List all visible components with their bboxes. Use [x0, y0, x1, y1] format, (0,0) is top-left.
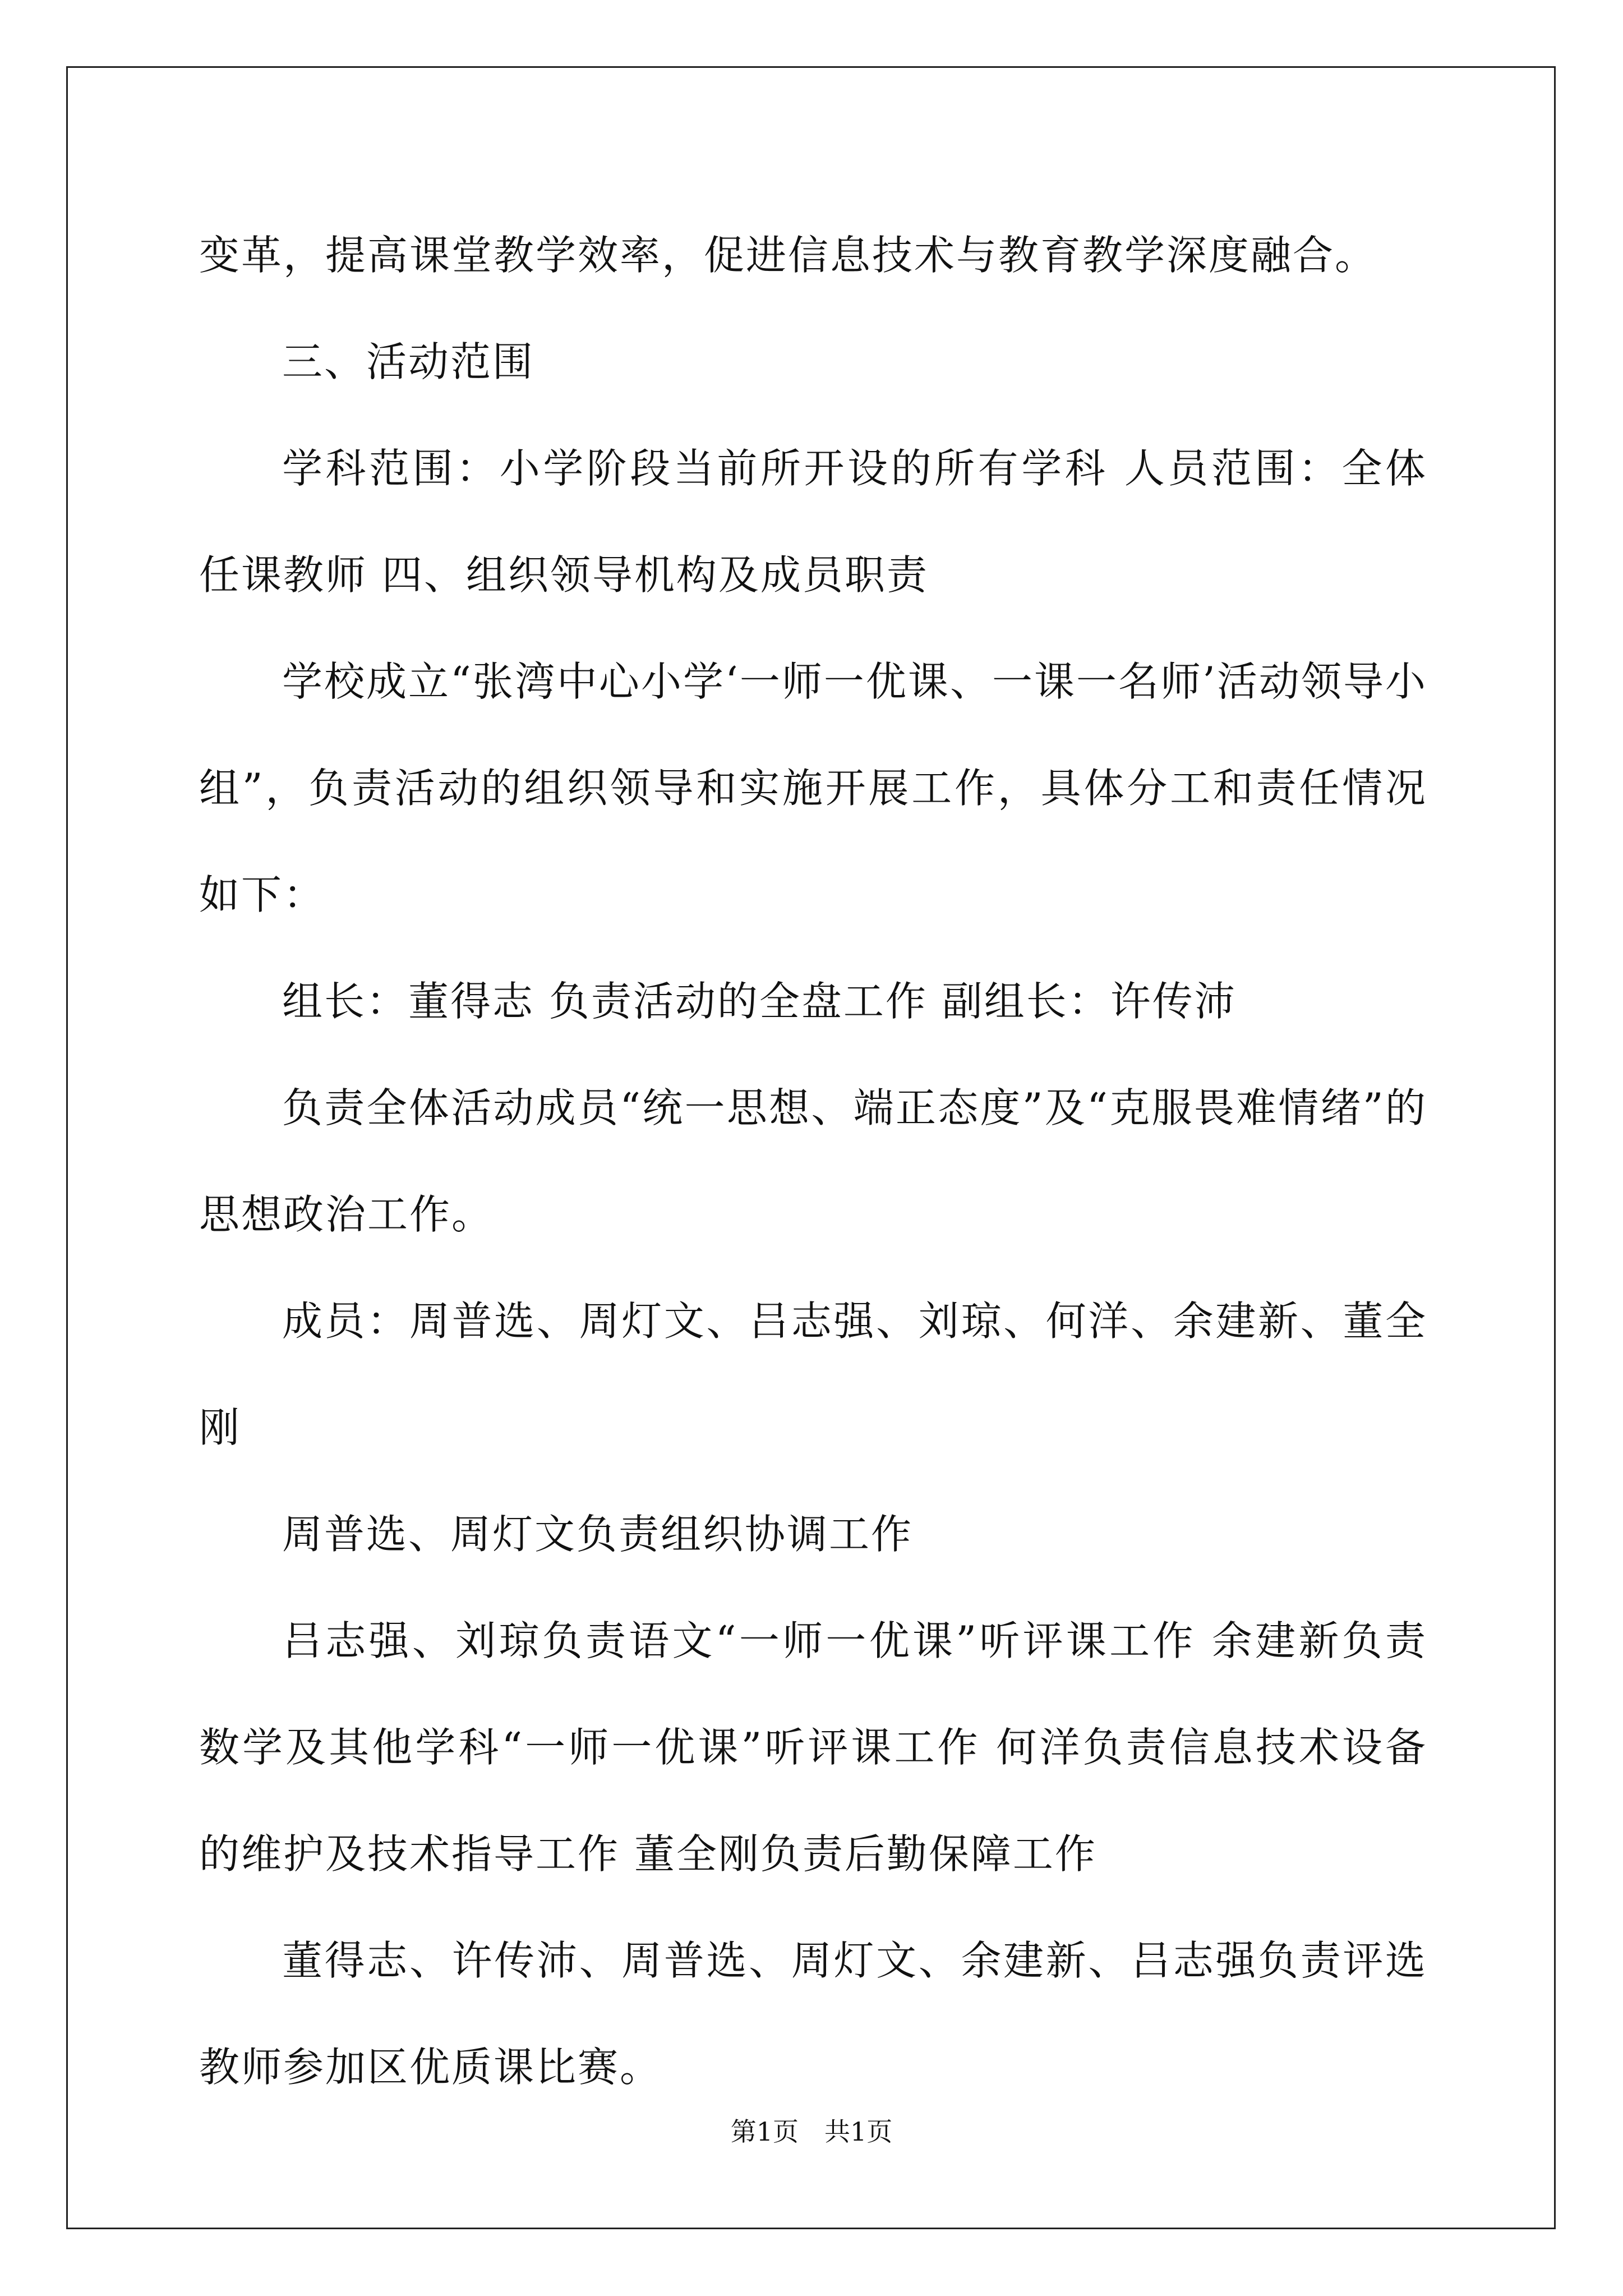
paragraph-duties: 吕志强、刘琼负责语文“一师一优课”听评课工作 余建新负责数学及其他学科“一师一优课”听评课工作 何洋负责信息技术设备的维护及技术指导工作 董全刚负责后勤保障工作	[199, 1617, 1427, 1878]
section-heading-activity-scope: 三、活动范围	[282, 338, 535, 385]
paragraph-group-leader: 组长：董得志 负责活动的全盘工作 副组长：许传沛	[282, 978, 1237, 1025]
paragraph-scope: 学科范围：小学阶段当前所开设的所有学科 人员范围：全体任课教师 四、组织领导机构及成员职责	[199, 445, 1427, 599]
paragraph-selection: 董得志、许传沛、周普选、周灯文、余建新、吕志强负责评选教师参加区优质课比赛。	[199, 1937, 1427, 2091]
page-number-footer: 第1页 共1页	[730, 2116, 893, 2147]
paragraph-deputy-duty: 负责全体活动成员“统一思想、端正态度”及“克服畏难情绪”的思想政治工作。	[199, 1084, 1427, 1238]
paragraph-leadership-group: 学校成立“张湾中心小学‘一师一优课、一课一名师’活动领导小组”，负责活动的组织领导和实施开展工作，具体分工和责任情况如下：	[199, 658, 1427, 918]
document-body	[199, 202, 1427, 2120]
paragraph-members: 成员：周普选、周灯文、吕志强、刘琼、何洋、余建新、董全刚	[199, 1297, 1427, 1451]
paragraph-continuation: 变革，提高课堂教学效率，促进信息技术与教育教学深度融合。	[199, 232, 1377, 279]
paragraph-coordination: 周普选、周灯文负责组织协调工作	[282, 1511, 914, 1558]
